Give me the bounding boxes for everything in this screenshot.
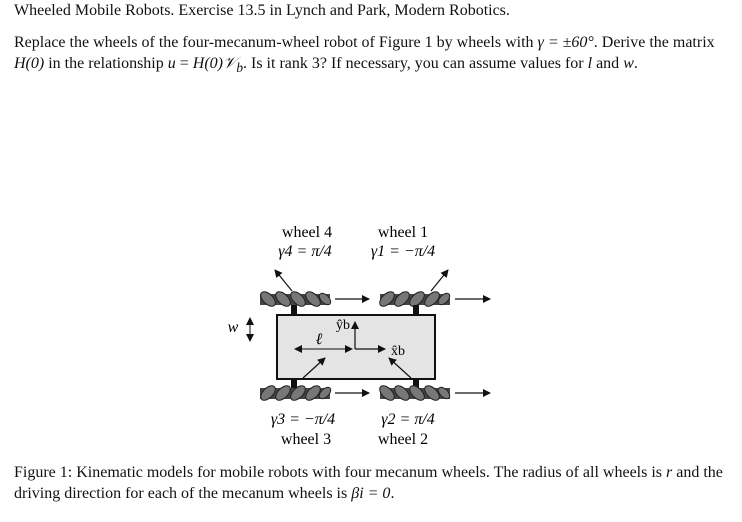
- matrix-h0: H(0): [14, 55, 45, 72]
- problem-text: and: [592, 55, 624, 72]
- wheel2-gamma: γ2 = π/4: [381, 411, 435, 428]
- wheel4-name: wheel 4: [281, 224, 333, 241]
- caption-text: .: [390, 485, 395, 502]
- exercise-title: Wheeled Mobile Robots. Exercise 13.5 in Lynch and Park, Modern Robotics.: [14, 2, 510, 19]
- radius-r: r: [666, 464, 673, 481]
- wheel2: [377, 383, 452, 403]
- wheel3-gamma: γ3 = −π/4: [270, 411, 336, 428]
- body-twist-subscript: b: [236, 60, 243, 76]
- wheel3-name: wheel 3: [280, 431, 332, 448]
- wheel1-roller-arrow: [431, 270, 448, 291]
- problem-text: . Is it rank 3? If necessary, you can assume values for: [243, 55, 588, 72]
- yb-label: ŷb: [336, 318, 350, 333]
- body-twist: 𝒱: [223, 55, 237, 72]
- wheel1-gamma: γ1 = −π/4: [370, 243, 436, 260]
- length-l: l: [587, 55, 593, 72]
- problem-text: Replace the wheels of the four-mecanum-wheel robot of Figure 1 by wheels with: [14, 34, 538, 51]
- wheel2-name: wheel 2: [377, 431, 429, 448]
- problem-text: in the relationship: [44, 55, 168, 72]
- wheel-speed-vector: u: [167, 55, 176, 72]
- mecanum-robot-figure: [215, 218, 505, 453]
- axle: [291, 305, 297, 315]
- caption-text: Figure 1: Kinematic models for mobile robots with four mecanum wheels. The radius of all wheels is: [14, 464, 667, 481]
- axle: [413, 305, 419, 315]
- wheel4-gamma: γ4 = π/4: [278, 243, 332, 260]
- beta-expression: βi = 0: [351, 485, 391, 502]
- width-w: w: [623, 55, 634, 72]
- robot-chassis: [277, 315, 435, 379]
- width-label: w: [227, 319, 239, 336]
- wheel4-roller-arrow: [275, 270, 292, 291]
- length-label: ℓ: [315, 331, 323, 348]
- caption-text: and the driving direction for each of the mecanum wheels is: [14, 464, 723, 502]
- robot-diagram: [215, 218, 505, 453]
- gamma-expression: γ = ±60°: [537, 34, 594, 51]
- problem-text: .: [633, 55, 638, 72]
- figure-caption: [14, 462, 730, 504]
- problem-statement: [14, 32, 730, 78]
- problem-text: . Derive the matrix: [593, 34, 715, 51]
- xb-label: x̂b: [391, 344, 405, 359]
- equals-sign: =: [175, 55, 193, 72]
- wheel1-name: wheel 1: [377, 224, 429, 241]
- relation-matrix: H(0): [192, 55, 223, 72]
